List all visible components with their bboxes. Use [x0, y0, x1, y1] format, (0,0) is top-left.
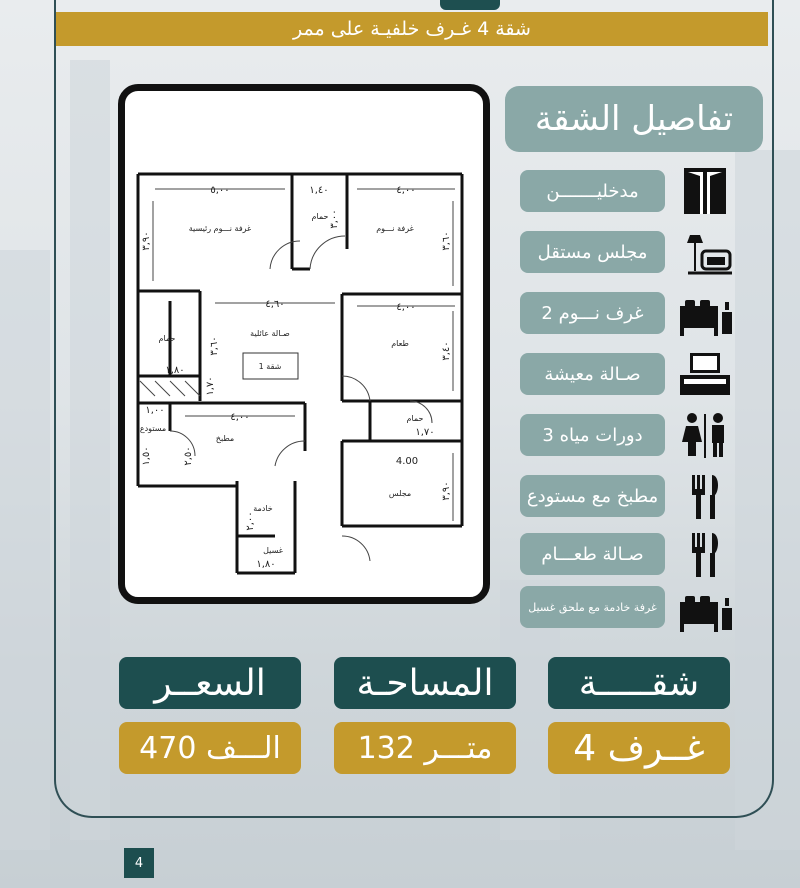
area-value: 132 متـــر	[334, 722, 516, 774]
feature-living-room: صـالة معيشة	[520, 353, 665, 395]
room-majlis: مجلس	[388, 489, 412, 498]
dim-kitchen-height: ٢,٥٠	[183, 446, 194, 466]
top-accent	[440, 0, 500, 10]
feature-bedrooms: 2 غرف نـــوم	[520, 292, 665, 334]
price-label: السعــر	[119, 657, 301, 709]
dim-corridor: ١,٧٠	[205, 376, 216, 396]
room-bath-small: حمام	[406, 414, 424, 423]
dim-majlis-width: 4.00	[395, 456, 419, 467]
room-maid: خادمة	[253, 504, 273, 513]
dim-bath-top-height: ٣,٠٠	[329, 209, 340, 229]
feature-kitchen: مطبخ مع مستودع	[520, 475, 665, 517]
page-title: شقة 4 غـرف خلفيـة على ممر	[56, 12, 768, 46]
room-kitchen: مطبخ	[215, 434, 235, 443]
feature-majlis: مجلس مستقل	[520, 231, 665, 273]
bed-icon	[676, 584, 734, 634]
bed-icon	[676, 288, 734, 338]
dim-master-width: ٥,٠٠	[210, 185, 230, 196]
room-unit: شقة 1	[258, 362, 282, 371]
restroom-icon	[676, 410, 734, 460]
room-dining: طعام	[391, 339, 409, 348]
cutlery-icon	[676, 471, 734, 521]
feature-bathrooms: 3 دورات مياه	[520, 414, 665, 456]
dim-bath-small-height: ١,٠٠	[145, 405, 165, 416]
dim-dining-height: ٣,٤٠	[441, 341, 452, 361]
room-laundry: غسيل	[263, 546, 283, 555]
room-store: مستودع	[139, 424, 167, 433]
double-door-icon	[676, 166, 734, 216]
type-value: 4 غــرف	[548, 722, 730, 774]
feature-dining: صـالة طعـــام	[520, 533, 665, 575]
dim-store-width: ١,٥٠	[141, 446, 152, 466]
room-bath-left: حمام	[158, 334, 176, 343]
armchair-lamp-icon	[676, 227, 734, 277]
dim-living-width: ٤,٦٠	[265, 299, 285, 310]
dim-dining-width: ٤,٠٠	[396, 302, 416, 313]
dim-bath-top-width: ١,٤٠	[309, 185, 329, 196]
floor-plan	[118, 84, 490, 604]
details-title: تفاصيل الشقة	[505, 86, 763, 152]
dim-majlis-height: ٣,٩٠	[441, 481, 452, 501]
floor-plan-drawing	[125, 91, 483, 597]
dim-bed-width: ٤,٠٠	[396, 185, 416, 196]
tv-unit-icon	[676, 349, 734, 399]
room-bedroom: غرفة نـــوم	[376, 224, 414, 233]
price-value: 470 الـــف	[119, 722, 301, 774]
area-label: المساحـة	[334, 657, 516, 709]
feature-maid-room: غرفة خادمة مع ملحق غسيل	[520, 586, 665, 628]
dim-bath-left-width: ١,٨٠	[165, 365, 185, 376]
page-number: 4	[124, 848, 154, 878]
dim-laundry-width: ١,٨٠	[256, 559, 276, 570]
dim-bed-height: ٣,٦٠	[441, 231, 452, 251]
dim-kitchen-width: ٤,٠٠	[230, 412, 250, 423]
cutlery-icon	[676, 529, 734, 579]
room-living: صـالة عائلية	[250, 329, 290, 338]
type-label: شقـــــة	[548, 657, 730, 709]
dim-living-height: ٣,٦٠	[209, 336, 220, 356]
background-building	[0, 250, 50, 850]
room-master-bedroom: غرفة نـــوم رئيسية	[188, 224, 252, 233]
dim-bath-small-width: ١,٧٠	[415, 427, 435, 438]
dim-maid-height: ٢,٠٠	[245, 511, 256, 531]
dim-master-height: ٣,٩٠	[141, 231, 152, 251]
room-bath-top: حمام	[311, 212, 329, 221]
feature-entrances: مدخليـــــــن	[520, 170, 665, 212]
